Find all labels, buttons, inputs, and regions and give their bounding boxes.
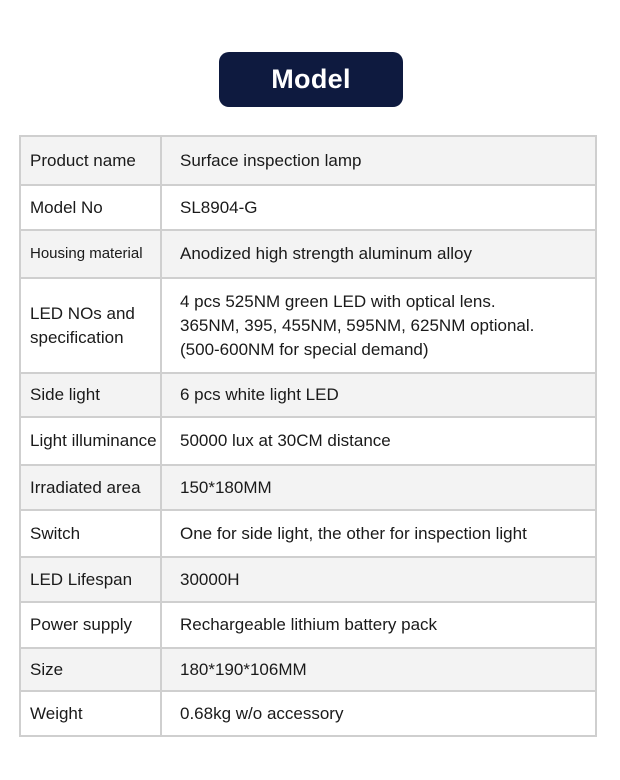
spec-row-weight [20,691,596,736]
spec-row-model-no [20,185,596,230]
spec-label: Model No [20,185,161,230]
spec-row-side-light [20,373,596,417]
spec-row-led-lifespan [20,557,596,602]
spec-row-size [20,648,596,691]
spec-row-housing-material [20,230,596,278]
spec-value: SL8904-G [161,185,596,230]
spec-row-led-spec [20,278,596,373]
spec-label: Product name [20,136,161,185]
spec-value: One for side light, the other for inspection light [161,510,596,557]
spec-value: 180*190*106MM [161,648,596,691]
spec-label: Size [20,648,161,691]
page-title: Model [271,64,351,94]
spec-value: 50000 lux at 30CM distance [161,417,596,465]
spec-value: Surface inspection lamp [161,136,596,185]
spec-row-irradiated-area [20,465,596,510]
spec-row-product-name [20,136,596,185]
spec-value-line: 4 pcs 525NM green LED with optical lens. [180,291,496,311]
spec-label: Housing material [20,230,161,278]
spec-label: Power supply [20,602,161,648]
spec-label: Switch [20,510,161,557]
spec-label: Irradiated area [20,465,161,510]
spec-value: 0.68kg w/o accessory [161,691,596,736]
spec-label: LED Lifespan [20,557,161,602]
spec-value [161,278,596,373]
spec-table [19,135,597,737]
model-title-badge [219,52,403,107]
spec-value: Anodized high strength aluminum alloy [161,230,596,278]
spec-label: Side light [20,373,161,417]
spec-value-line: 365NM, 395, 455NM, 595NM, 625NM optional. [180,315,535,335]
spec-value: 30000H [161,557,596,602]
spec-row-light-illuminance [20,417,596,465]
spec-value: 150*180MM [161,465,596,510]
spec-label: Light illuminance [20,417,161,465]
spec-value: 6 pcs white light LED [161,373,596,417]
spec-row-switch [20,510,596,557]
spec-label: LED NOs and specification [20,278,161,373]
spec-value: Rechargeable lithium battery pack [161,602,596,648]
spec-row-power-supply [20,602,596,648]
spec-value-line: (500-600NM for special demand) [180,339,429,359]
spec-label: Weight [20,691,161,736]
